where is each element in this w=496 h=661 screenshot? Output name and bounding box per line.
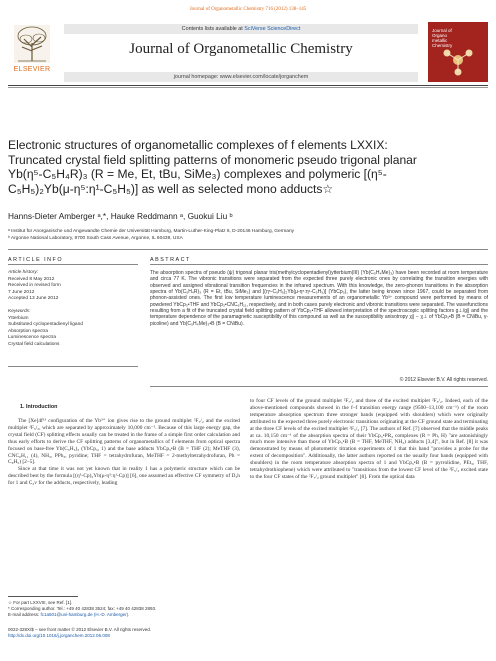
elsevier-tree-icon [14,25,50,63]
abstract-rule [150,264,488,265]
contents-bar [64,24,418,34]
publisher-name: ELSEVIER [13,66,51,73]
sciencedirect-link[interactable]: SciVerse ScienceDirect [244,26,301,32]
footnote-rule [8,596,78,597]
masthead-rule-thin [8,87,488,88]
body-column-right [250,398,488,481]
keyword: Absorption spectra [8,328,48,334]
article-title: Electronic structures of organometallic complexes of f elements LXXIX: Truncated crystal field splitting patterns of monomeric pseudo trigonal planar Yb(η⁵-C₅H₄R)₃ (R = Me, Et, tBu, SiMe₃) complexes and polymeric [(η⁵-C₅H₅)₂Yb(μ-η⁵:η¹-C₅H₅)] as well as selected mono adducts☆ [8,138,417,196]
article-info-heading: ARTICLE INFO [8,257,64,263]
footnotes [8,600,240,618]
abstract-copyright: © 2012 Elsevier B.V. All rights reserved. [399,377,488,383]
cover-molecule-icon [438,44,478,76]
revised-label: Received in revised form [8,283,61,289]
masthead [8,22,488,94]
paragraph: Since at that time it was not yet known that in reality 1 has a polymeric structure which can be described best by the formula [(η⁵-Cp)₂Yb(μ-η⁵:η¹-Cp)] [6], one assumed an effective CF symmetry of D₃h for 1 and C₃v for the adducts, respectively, leading [8,466,240,487]
footnote-email-line [8,612,240,618]
article-info-rule [8,264,138,265]
section-heading: 1. Introduction [20,404,58,410]
abstract-text: The absorption spectra of pseudo (ψ) trigonal planar tris(methylcyclopentadienyl)ytterbium(III) (Yb(C₅H₄Me)₃) have been recorded at room temperature and circa 77 K. The vibronic transitions were separated from the expected three purely electronic ones by correlating the transition energies with observed and assigned vibrational transition frequencies in the infrared spectrum. With this knowledge, the zero-phonon transitions in the absorption spectra of Yb(C₅H₄R)₃ (R = Et, tBu, SiMe₃) and [(η⁵-C₅H₅)₂Yb(μ-η⁵:η¹-C₅H₅)] (YbCp₃), the latter being known since 1967, could be separated from phonon-assisted ones. The first low temperature luminescence measurements of an organometallic Yb³⁺ compound were performed by means of powdered YbCp₃•THF and YbCp₃•CNC₆H₁₁, respectively, and in both cases purely electronic and vibronic transitions were separated. The wavefunctions resulting from a fit of the truncated crystal field splitting pattern of YbCp₃•THF allowed interpretation of the spectroscopic splitting factors g⊥/g∥ and the temperature dependence of the paramagnetic susceptibility of this compound as well as the susceptibility anisotropy χ∥ − χ⊥ of YbCp₃•B (B = CNiBu, γ-picoline) and Yb(C₅H₄Me)₃•B (B = CNiBu). [150,270,488,327]
journal-homepage [64,72,418,82]
journal-title: Journal of Organometallic Chemistry [129,41,353,57]
header-divider [8,249,488,250]
keyword: Luminescence spectra [8,335,56,341]
accepted-date: Accepted 13 June 2012 [8,296,59,302]
masthead-rule [8,85,488,86]
keyword: Substituted cyclopentadienyl ligand [8,322,83,328]
contents-prefix: Contents lists available at [181,26,245,32]
keywords-label: Keywords: [8,308,31,314]
article-info-bottom-rule [8,366,138,367]
article-info [8,270,140,349]
article-authors: Hanns-Dieter Amberger ᵃ,*, Hauke Reddmann ᵃ, Guokui Liu ᵇ [8,211,233,221]
cover-line-3: metallic [432,38,448,43]
affiliation-a: ᵃ Institut für Anorganische und Angewandte Chemie der Universität Hamburg, Martin-Luther-King-Platz 6, D-20146 Hamburg, Germany [8,229,295,234]
issn-line: 0022-328X/$ – see front matter © 2012 Elsevier B.V. All rights reserved. [8,627,151,632]
abstract-heading: ABSTRACT [150,257,191,263]
publisher-logo [8,22,56,82]
abstract-bottom-rule [150,386,488,387]
history-label: Article history: [8,270,39,275]
affiliation-b: ᵇ Argonne National Laboratory, 9700 South Cass Avenue, Argonne, IL 60439, USA [8,236,183,241]
cover-line-2: Organo [432,33,448,38]
keyword: Crystal field calculations [8,341,60,347]
keyword: Ytterbium [8,315,29,321]
running-head: Journal of Organometallic Chemistry 716 (2012) 138–145 [189,7,307,12]
email-link[interactable]: fc1a501@uni-hamburg.de (H.-D. Amberger). [40,612,130,617]
cover-line-4: Chemistry [432,43,453,48]
email-label: E-mail address: [8,612,41,617]
body-column-left [8,418,240,487]
paragraph: The [Xe]4f¹³ configuration of the Yb³⁺ ion gives rise to the ground multiplet ²F₇/₂ and the excited multiplet ²F₅/₂, which are separated by approximately 10,000 cm⁻¹. Because of this large energy gap, the crystal field (CF) splitting effects usually can be treated in the frame of a simple first order calculation and thus early efforts to derive the CF splitting patterns of organometallics of f elements from optical spectra focused on base-free Yb(C₅H₅)₃ (YbCp₃, 1) and the base adducts YbCp₃•B (B = THF (2); MeTHF (3), CNC₆H₁₁ (4), NH₃, PPh₃, pyridine; THF = tetrahydrofuran, MeTHF = 2-methyltetrahydrofuran, Ph = C₆H₅) [2–5]. [8,418,240,466]
affiliations [8,228,488,242]
footnote-part: ☆ For part LXXVIII, see Ref. [1]. [8,600,73,605]
footnote-corresponding: * Corresponding author. Tel.: +49 40 42838 3524; fax: +49 40 42838 2893. [8,606,157,611]
page-footer [8,627,308,639]
paragraph: to four CF levels of the ground multiplet ²F₇/₂ and three of the excited multiplet ²F₅/₂. Indeed, each of the above-mentioned compounds showed in the f–f transition energy range (9500–13,100 cm⁻¹) of the room temperature absorption spectrum three stronger bands (equipped with shoulders) which were originally attributed to the expected three purely electronic transitions originating at the CF ground state and terminating at the three CF levels of the excited multiplet ²F₅/₂ [7]. The authors of Ref. [7] observed that the middle peaks at ca. 10,150 cm⁻¹ of the absorption spectra of their YbCp₃•PR₃ complexes (R = Ph, H) "are astonishingly much more intensive than those of YbCp₃•B (B = THF, MeTHF, NH₃) adducts [3,4]", but in Ref. [8] it was demonstrated by means of photometric titration experiments of 1 that this band "provides a probe for the extent of decomposition". Additionally, the latter authors reported on the usually four bands (equipped with shoulders) in the room temperature absorption spectra of 1 and YbCp₃•B (B = pyrrolidine, PEt₃, THF, tetrahydrothiophene) which were attributed to "transitions from the lowest CF level of the ²F₅/₂ excited state to the four CF states of the ²F₇/₂ ground multiplet" [8]. From the optical data [250,398,488,480]
doi-link[interactable]: http://dx.doi.org/10.1016/j.jorganchem.2012.06.008 [8,633,110,638]
revised-date: 7 June 2012 [8,289,35,295]
received-date: Received 8 May 2012 [8,276,55,282]
homepage-link[interactable]: www.elsevier.com/locate/jorganchem [219,74,309,80]
cover-line-1: Journal of [432,28,452,33]
homepage-prefix: journal homepage: [173,74,220,80]
journal-cover [428,22,488,82]
